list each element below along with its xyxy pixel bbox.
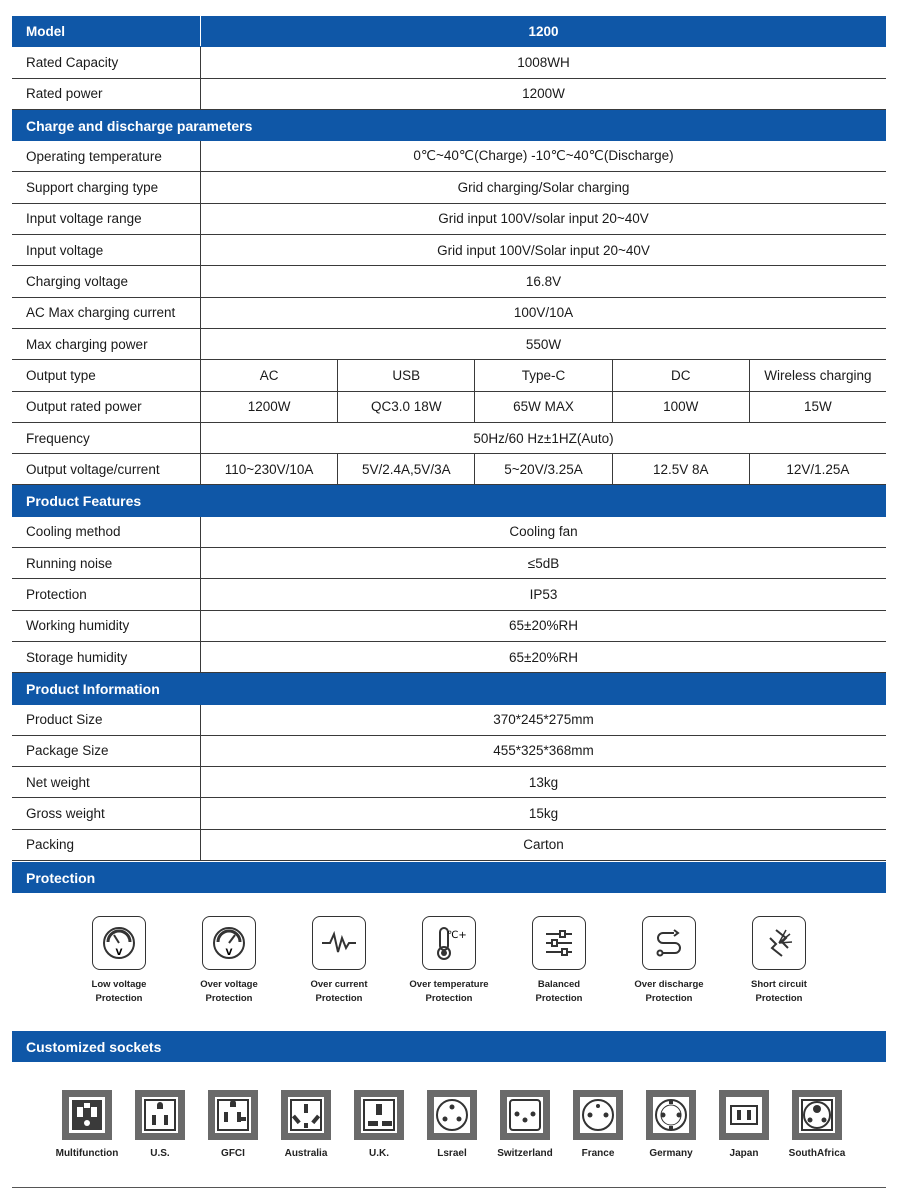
spec-row	[12, 204, 886, 235]
us-socket-icon	[135, 1090, 185, 1140]
protection-label: Protection	[645, 993, 693, 1004]
short-circuit-icon	[752, 916, 806, 970]
output-power-row	[12, 392, 886, 423]
svg-text:V: V	[115, 948, 123, 958]
socket-label: Japan	[729, 1148, 759, 1159]
output-power-cell: 1200W	[201, 392, 338, 422]
footer-divider	[12, 1187, 886, 1188]
output-voltage-row	[12, 454, 886, 485]
protection-item	[724, 916, 834, 1006]
spec-value: 65±20%RH	[509, 649, 578, 665]
spec-value: 550W	[525, 336, 562, 352]
spec-label: Working humidity	[12, 611, 201, 641]
spec-row	[12, 579, 886, 610]
spec-row	[12, 423, 886, 454]
israel-socket-icon	[427, 1090, 477, 1140]
spec-label: Storage humidity	[12, 642, 201, 672]
germany-socket-icon	[646, 1090, 696, 1140]
spec-label: Cooling method	[12, 517, 201, 547]
output-type-row	[12, 360, 886, 391]
output-voltage-cell: 12V/1.25A	[786, 461, 850, 477]
spec-value: ≤5dB	[527, 555, 560, 571]
japan-socket-icon	[719, 1090, 769, 1140]
switzerland-socket-icon	[500, 1090, 550, 1140]
spec-label: Output rated power	[12, 392, 201, 422]
protection-label: Over voltage	[200, 979, 258, 990]
output-power-cell: 100W	[613, 392, 750, 422]
spec-value: 50Hz/60 Hz±1HZ(Auto)	[473, 430, 614, 446]
protection-label: Protection	[95, 993, 143, 1004]
spec-label: Output voltage/current	[12, 454, 201, 484]
protection-label: Protection	[425, 993, 473, 1004]
protection-item	[174, 916, 284, 1006]
spec-row	[12, 767, 886, 798]
spec-label: Running noise	[12, 548, 201, 578]
output-type-cell: Type-C	[475, 360, 612, 390]
model-header-row	[12, 16, 886, 47]
spec-value: 15kg	[528, 806, 559, 822]
spec-label: Net weight	[12, 767, 201, 797]
spec-row	[12, 141, 886, 172]
france-socket-icon	[573, 1090, 623, 1140]
spec-row	[12, 79, 886, 110]
spec-label: Product Size	[12, 705, 201, 735]
spec-value: 65±20%RH	[509, 618, 578, 634]
model-value: 1200	[528, 23, 559, 39]
protection-item	[284, 916, 394, 1006]
protection-label: Over discharge	[634, 979, 704, 990]
discharge-path-icon	[642, 916, 696, 970]
spec-value: 16.8V	[525, 274, 562, 290]
protection-item	[504, 916, 614, 1006]
spec-row	[12, 642, 886, 673]
sliders-icon	[532, 916, 586, 970]
spec-label: Frequency	[12, 423, 201, 453]
waveform-icon	[312, 916, 366, 970]
spec-label: Protection	[12, 579, 201, 609]
protection-label: Low voltage	[91, 979, 147, 990]
protection-label: Protection	[315, 993, 363, 1004]
protection-label: Protection	[755, 993, 803, 1004]
spec-label: Output type	[12, 360, 201, 390]
socket-item	[47, 1090, 127, 1159]
multifunction-socket-icon	[62, 1090, 112, 1140]
spec-label: Rated power	[12, 79, 201, 109]
output-power-cell: QC3.0 18W	[338, 392, 475, 422]
socket-item	[777, 1090, 857, 1159]
socket-item	[558, 1090, 638, 1159]
spec-label: Operating temperature	[12, 141, 201, 171]
spec-value: 0℃~40℃(Charge) -10℃~40℃(Discharge)	[413, 148, 674, 164]
socket-label: Germany	[649, 1148, 693, 1159]
output-voltage-cell: 5V/2.4A,5V/3A	[338, 454, 475, 484]
spec-label: Max charging power	[12, 329, 201, 359]
section-header-features: Product Features	[12, 485, 886, 516]
socket-item	[704, 1090, 784, 1159]
output-type-cell: Wireless charging	[764, 367, 872, 383]
gfci-socket-icon	[208, 1090, 258, 1140]
section-header-information: Product Information	[12, 673, 886, 704]
spec-value: 100V/10A	[513, 305, 574, 321]
socket-item	[193, 1090, 273, 1159]
spec-row	[12, 47, 886, 78]
socket-item	[485, 1090, 565, 1159]
spec-label: Package Size	[12, 736, 201, 766]
spec-value: Grid input 100V/solar input 20~40V	[438, 211, 649, 227]
socket-label: Lsrael	[437, 1148, 467, 1159]
spec-label: Packing	[12, 830, 201, 860]
spec-value: 1008WH	[517, 54, 570, 70]
section-header-sockets: Customized sockets	[12, 1031, 886, 1062]
spec-label: Input voltage range	[12, 204, 201, 234]
output-type-cell: AC	[201, 360, 338, 390]
socket-label: Multifunction	[55, 1148, 119, 1159]
section-header-protection: Protection	[12, 862, 886, 893]
spec-row	[12, 705, 886, 736]
section-header-charge: Charge and discharge parameters	[12, 110, 886, 141]
spec-value: Cooling fan	[509, 524, 578, 540]
svg-text:℃+: ℃+	[447, 930, 467, 941]
spec-value: IP53	[529, 586, 558, 602]
spec-row	[12, 517, 886, 548]
socket-label: GFCI	[221, 1148, 245, 1159]
spec-value: Grid input 100V/Solar input 20~40V	[437, 242, 650, 258]
socket-label: U.K.	[369, 1148, 389, 1159]
south-africa-socket-icon	[792, 1090, 842, 1140]
uk-socket-icon	[354, 1090, 404, 1140]
protection-item	[64, 916, 174, 1006]
spec-row	[12, 172, 886, 203]
socket-item	[412, 1090, 492, 1159]
output-voltage-cell: 5~20V/3.25A	[475, 454, 612, 484]
spec-value: 370*245*275mm	[493, 712, 594, 728]
protection-label: Over temperature	[409, 979, 489, 990]
thermometer-icon	[422, 916, 476, 970]
output-type-cell: USB	[338, 360, 475, 390]
spec-row	[12, 235, 886, 266]
spec-label: Rated Capacity	[12, 47, 201, 77]
spec-row	[12, 736, 886, 767]
spec-table	[12, 16, 886, 861]
protection-label: Protection	[205, 993, 253, 1004]
socket-item	[339, 1090, 419, 1159]
voltmeter-icon	[92, 916, 146, 970]
spec-row	[12, 266, 886, 297]
spec-value: Carton	[523, 837, 564, 853]
spec-label: Input voltage	[12, 235, 201, 265]
protection-item	[614, 916, 724, 1006]
spec-value: 1200W	[522, 86, 565, 102]
protection-item	[394, 916, 504, 1006]
protection-label: Protection	[535, 993, 583, 1004]
output-voltage-cell: 110~230V/10A	[201, 454, 338, 484]
output-power-cell: 15W	[804, 399, 832, 415]
socket-label: U.S.	[150, 1148, 170, 1159]
spec-label: Support charging type	[12, 172, 201, 202]
socket-label: Australia	[284, 1148, 328, 1159]
australia-socket-icon	[281, 1090, 331, 1140]
socket-item	[631, 1090, 711, 1159]
spec-row	[12, 611, 886, 642]
socket-item	[120, 1090, 200, 1159]
spec-row	[12, 830, 886, 861]
svg-text:V: V	[225, 948, 233, 958]
spec-row	[12, 548, 886, 579]
spec-label: Gross weight	[12, 798, 201, 828]
socket-label: Switzerland	[497, 1148, 553, 1159]
protection-label: Short circuit	[751, 979, 807, 990]
spec-label: Charging voltage	[12, 266, 201, 296]
socket-label: France	[581, 1148, 615, 1159]
voltmeter-icon	[202, 916, 256, 970]
socket-item	[266, 1090, 346, 1159]
spec-value: 455*325*368mm	[493, 743, 594, 759]
output-voltage-cell: 12.5V 8A	[613, 454, 750, 484]
model-label: Model	[12, 16, 201, 46]
socket-label: SouthAfrica	[788, 1148, 846, 1159]
spec-row	[12, 298, 886, 329]
output-type-cell: DC	[613, 360, 750, 390]
protection-label: Over current	[310, 979, 368, 990]
spec-value: 13kg	[528, 774, 559, 790]
protection-label: Balanced	[537, 979, 581, 990]
spec-value: Grid charging/Solar charging	[457, 180, 630, 196]
spec-row	[12, 798, 886, 829]
output-power-cell: 65W MAX	[475, 392, 612, 422]
spec-label: AC Max charging current	[12, 298, 201, 328]
spec-row	[12, 329, 886, 360]
